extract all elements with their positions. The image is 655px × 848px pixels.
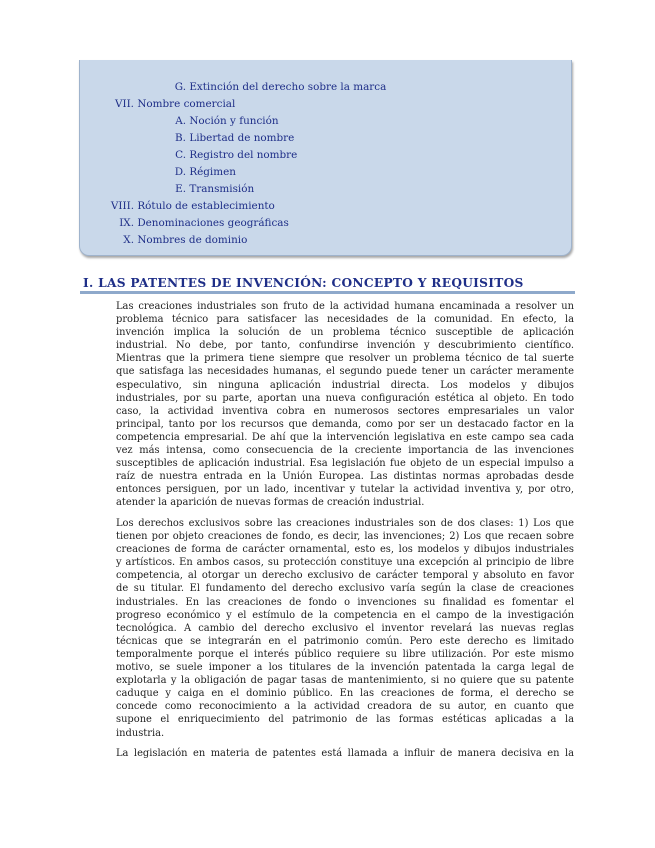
paragraph-line: principal, tanto por los recursos que demanda, como por ser un destacado factor en la <box>116 418 574 430</box>
toc-entry-number: B. <box>175 132 186 144</box>
paragraph-line: tienen por objeto creaciones de fondo, es decir, las invenciones; 2) Los que recaen sobre <box>116 531 574 543</box>
toc-entry-label: Extinción del derecho sobre la marca <box>189 81 387 93</box>
paragraph-line: caso, la actividad inventiva cobra en numerosos sectores empresariales un valor <box>116 405 574 417</box>
toc-entry-label: Transmisión <box>189 183 255 195</box>
toc-entry[interactable] <box>0 182 254 196</box>
paragraph-line: industria. <box>116 727 165 739</box>
paragraph-line: invención implica la solución de un problema técnico susceptible de aplicación <box>116 327 574 339</box>
toc-entry[interactable] <box>0 148 297 162</box>
toc-entry-label: Registro del nombre <box>189 149 298 161</box>
paragraph-line: Mientras que la primera tiene siempre que resolver un problema técnico de tal suerte <box>116 353 574 365</box>
paragraph-line: creaciones de forma de carácter ornamental, esto es, los modelos y dibujos industriales <box>116 544 574 556</box>
toc-entry[interactable] <box>0 216 289 230</box>
paragraph-line: competencia, al otorgar un derecho exclusivo de carácter temporal y absoluto en favor <box>116 570 574 582</box>
toc-entry-label: Nombre comercial <box>137 98 236 110</box>
section-heading-rule <box>80 291 575 294</box>
toc-entry[interactable] <box>0 131 294 145</box>
toc-entry-number: E. <box>175 183 186 195</box>
paragraph-line: raíz de nuestra entrada en la Unión Europea. Las distintas normas aprobadas desde <box>116 471 574 483</box>
toc-entry-number: D. <box>174 166 186 178</box>
toc-entry-number: X. <box>123 234 134 246</box>
paragraph-line: progreso económico y el estímulo de la competencia en el campo de la investigación <box>116 609 574 621</box>
toc-entry[interactable] <box>0 97 235 111</box>
paragraph-line: atender la aparición de nuevas formas de creación industrial. <box>116 497 425 509</box>
toc-entry-label: Libertad de nombre <box>189 132 295 144</box>
paragraph-line: problema técnico para satisfacer las necesidades de la comunidad. En efecto, la <box>116 314 574 326</box>
toc-entry-number: VIII. <box>110 200 134 212</box>
toc-entry[interactable] <box>0 114 279 128</box>
paragraph-1 <box>116 300 574 510</box>
paragraph-line: técnicas que se integrarán en el patrimonio común. Pero este derecho es limitado <box>116 635 574 647</box>
toc-entry[interactable] <box>0 165 236 179</box>
paragraph-line: concede como reconocimiento a la actividad creadora de su autor, en cuanto que <box>116 701 574 713</box>
paragraph-line: especulativo, sin ninguna aplicación industrial directa. Los modelos y dibujos <box>116 379 574 391</box>
paragraph-line: industrial. No debe, por tanto, confundirse invención y descubrimiento científico. <box>116 340 574 352</box>
paragraph-2 <box>116 517 574 740</box>
paragraph-line: vez más intensa, como consecuencia de la creciente importancia de las invenciones <box>116 445 574 457</box>
paragraph-line: que satisfaga las necesidades humanas, el segundo puede tener un carácter meramente <box>116 366 574 378</box>
paragraph-line: supone el enriquecimiento del patrimonio de las formas estéticas aplicadas a la <box>116 714 574 726</box>
toc-entry-label: Rótulo de establecimiento <box>137 200 275 212</box>
paragraph-line: industriales. En las creaciones de fondo o invenciones su finalidad es fomentar el <box>116 596 574 608</box>
paragraph-line: y artísticos. En ambos casos, su protección constituye una excepción al principio de libre <box>116 557 574 569</box>
toc-entry-number: A. <box>175 115 186 127</box>
toc-entry-label: Noción y función <box>189 115 279 127</box>
toc-entry[interactable] <box>0 199 275 213</box>
paragraph-line: Las creaciones industriales son fruto de la actividad humana encaminada a resolver un <box>116 301 574 312</box>
toc-entry[interactable] <box>0 233 247 247</box>
paragraph-line: industriales, por su parte, aportan una nueva configuración estética al objeto. En todo <box>116 392 574 404</box>
paragraph-line: Los derechos exclusivos sobre las creaciones industriales son de dos clases: 1) Los que <box>116 518 574 529</box>
paragraph-line: de su titular. El fundamento del derecho exclusivo varía según la clase de creaciones <box>116 583 574 595</box>
paragraph-line: motivo, se suele imponer a los titulares de la invención patentada la carga legal de <box>116 662 574 674</box>
paragraph-line: susceptibles de aplicación industrial. Esa legislación fue objeto de un especial impulso a <box>116 458 574 470</box>
paragraph-line: tecnológica. A cambio del derecho exclusivo el inventor revelará las nuevas reglas <box>116 622 574 634</box>
toc-entry-label: Nombres de dominio <box>137 234 248 246</box>
paragraph-line: temporalmente porque el interés público requiere su libre utilización. Por este mismo <box>116 648 574 660</box>
toc-entry-number: G. <box>174 81 186 93</box>
paragraph-3 <box>116 747 574 760</box>
section-heading: I. LAS PATENTES DE INVENCIÓN: CONCEPTO Y REQUISITOS <box>83 276 524 290</box>
toc-entry-number: IX. <box>119 217 134 229</box>
toc-entry-label: Régimen <box>189 166 236 178</box>
toc-entry-number: C. <box>175 149 186 161</box>
paragraph-line: entonces persiguen, por un lado, incentivar y tutelar la actividad inventiva y, por otro, <box>116 484 574 496</box>
paragraph-line: competencia empresarial. De ahí que la intervención legislativa en este campo sea cada <box>116 431 574 443</box>
toc-entry-label: Denominaciones geográficas <box>137 217 289 229</box>
toc-entry-number: VII. <box>114 98 134 110</box>
paragraph-line: explotarla y la obligación de pagar tasas de mantenimiento, si no quiere que su patente <box>116 675 574 687</box>
paragraph-line: La legislación en materia de patentes está llamada a influir de manera decisiva en la <box>116 748 574 759</box>
paragraph-line: caduque y caiga en el dominio público. En las creaciones de forma, el derecho se <box>116 688 574 700</box>
toc-entry[interactable] <box>0 80 386 94</box>
